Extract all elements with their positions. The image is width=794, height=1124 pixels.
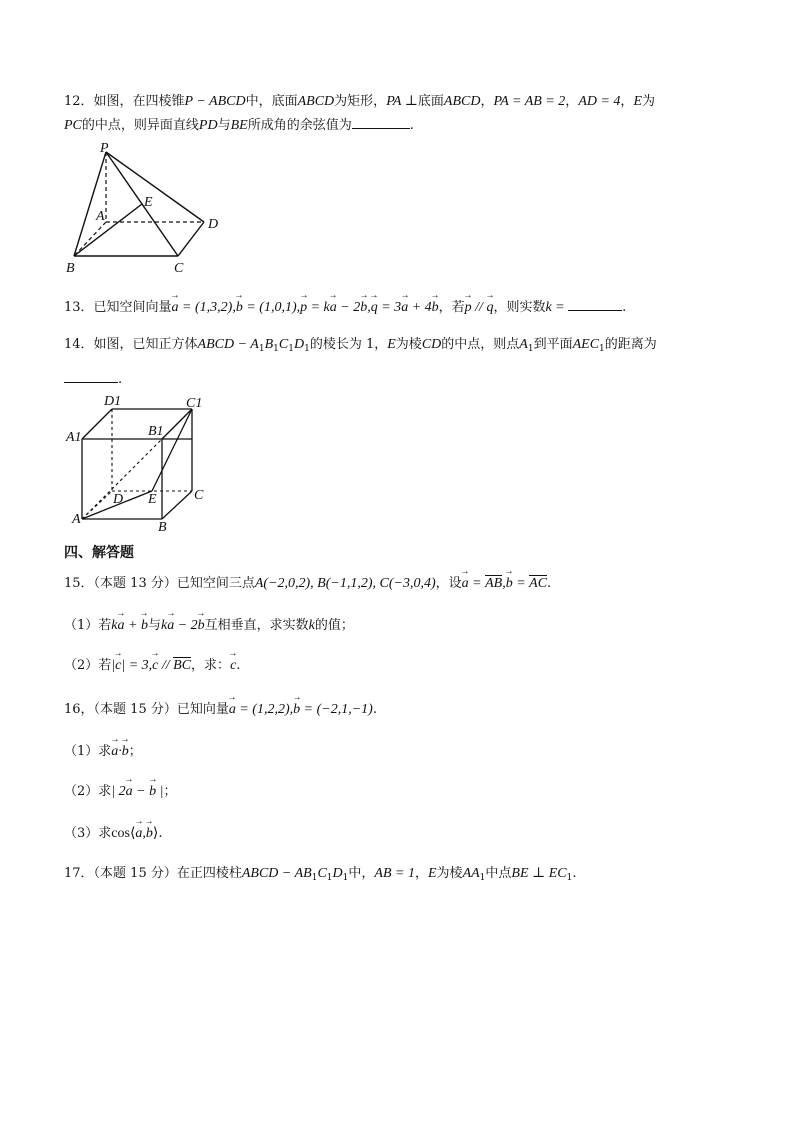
answer-blank[interactable] [64,370,118,383]
q15-text: （1）若 [64,618,112,633]
label-E: E [148,492,157,507]
q13-math: = k [307,300,330,315]
q13-math: , [367,300,371,315]
q13-math: = (1,3,2), [178,300,236,315]
q17-text: 中， [348,866,375,881]
vector-c: → c [152,656,158,676]
q16-math: , [142,826,146,841]
q14-text: 的中点，则点 [441,337,520,352]
q12-line-1 [64,92,655,112]
q12-math: ABCD [443,94,481,109]
q12-text: 12．如图，在四棱锥 [64,94,185,109]
q17-math: C [317,866,327,881]
vector-b: → b [506,574,513,594]
vector-c: → c [115,656,121,676]
q15-text: 与 [147,618,161,633]
q15-text: （2）若 [64,658,112,673]
q15-math: k [111,618,118,633]
vector-b: → b [293,700,300,720]
q17-math: D [332,866,343,881]
q16-math: | 2 [111,784,126,799]
q15-text: 互相垂直，求实数 [204,618,309,633]
q14-math: A [519,337,528,352]
q12-math: ABCD [297,94,335,109]
vector-b: → b [198,616,205,636]
q16-math: = (−2,1,−1) [300,702,373,717]
vector-a: → a [126,782,133,802]
vector-BC: BC [173,658,192,673]
vector-p: → p [300,298,307,318]
q15-part-1 [64,616,354,636]
q16-text: . [372,702,377,717]
q13-math: = 3 [377,300,402,315]
q15-text: 15．（本题 13 分）已知空间三点 [64,576,255,591]
vector-q: → q [371,298,378,318]
answer-blank[interactable] [352,116,410,129]
q16-math: = (1,2,2), [235,702,294,717]
q14-math: D [293,337,305,352]
label-D: D [113,492,124,507]
q12-text: ， [565,94,579,109]
label-B: B [66,261,75,276]
q12-text: 与 [217,118,231,133]
vector-b: → b [432,298,439,318]
vector-a: → a [401,298,408,318]
edge-PB [74,152,106,256]
q16-text: ； [128,744,142,759]
vector-p: → p [465,298,472,318]
q17-text: 17．（本题 15 分）在正四棱柱 [64,866,242,881]
vector-c: → c [230,656,236,676]
label-E: E [144,195,153,210]
q14-math: AEC [572,337,600,352]
q16-math: | [156,784,164,799]
q16-math: − [132,784,150,799]
q17-math: E [427,866,437,881]
q17-math: AB = 1 [374,866,415,881]
vector-b: → b [236,298,243,318]
q12-text: 为矩形， [334,94,387,109]
q14-math: E [387,337,396,352]
q15-math: = [468,576,486,591]
vector-a: → a [330,298,337,318]
q16-part-1 [64,742,142,762]
edge-CD [178,222,204,256]
q12-math: BE [230,118,248,133]
q12-text: ， [620,94,634,109]
q12-text: . [409,118,414,133]
q12-text: 所成角的余弦值为 [247,118,352,133]
vector-a: → a [172,298,179,318]
q16-math: cos⟨ [111,826,136,841]
vector-AC: AC [529,576,548,591]
q15-math: // [158,658,174,673]
q17-math: BE ⊥ EC [511,866,567,881]
q13-text: 13．已知空间向量 [64,300,172,315]
q16-text: 16，（本题 15 分）已知向量 [64,702,229,717]
q16-part-3 [64,824,163,844]
edge-BC [162,491,192,519]
vector-b: → b [360,298,367,318]
q13-math: // [471,300,487,315]
section-heading: 四、解答题 [64,545,134,561]
vector-a: → a [167,616,174,636]
q17-text: 为棱 [436,866,463,881]
q12-math: PC [64,118,82,133]
q15-line [64,574,551,594]
q12-text: 为 [642,94,656,109]
q14-text: . [118,372,123,387]
q15-math: + [124,618,141,633]
q14-line-2 [64,370,122,390]
q15-math: | [111,658,116,673]
q15-text: ，求： [191,658,231,673]
q12-math: P − ABCD [184,94,246,109]
q14-text: 为棱 [395,337,422,352]
q13-math: = [551,300,569,315]
q16-text: ； [163,784,177,799]
q16-text: （1）求 [64,744,112,759]
label-P: P [100,141,109,156]
q12-text: 的中点，则异面直线 [81,118,199,133]
q12-text: 中，底面 [245,94,298,109]
vector-q: → q [486,298,493,318]
q15-text: . [547,576,552,591]
q13-math: − 2 [336,300,361,315]
label-A: A [72,512,81,527]
q12-math: AD = 4 [578,94,621,109]
label-B: B [158,520,167,535]
label-C1: C1 [186,396,203,411]
q16-text: （2）求 [64,784,112,799]
q13-text: ，若 [438,300,465,315]
q15-math: = [512,576,530,591]
label-D: D [208,217,219,232]
pyramid-figure [60,140,240,278]
q14-math: B [264,337,274,352]
vector-a: → a [111,742,118,762]
q12-text: 底面 [417,94,444,109]
q12-math: PA ⊥ [386,94,418,109]
q14-math: ABCD − A [197,337,259,352]
q16-line [64,700,377,720]
q14-text: 到平面 [533,337,573,352]
q17-text: . [572,866,577,881]
vector-b: → b [146,824,153,844]
q15-math: | = 3, [121,658,153,673]
vector-a: → a [462,574,469,594]
q14-text: 的棱长为 1， [309,337,388,352]
q13-text: . [622,300,627,315]
q15-math: k [160,618,168,633]
q16-text: （3）求 [64,826,112,841]
label-A: A [96,209,105,224]
q14-text: 的距离为 [604,337,657,352]
cube-figure [60,395,220,535]
q13-math: = (1,0,1), [242,300,301,315]
q12-text: ， [480,94,494,109]
vector-b: → b [141,616,148,636]
q13-math: k [545,300,552,315]
label-B1: B1 [148,424,164,439]
segment-BE [74,204,142,256]
q15-text: . [236,658,241,673]
segment-EC1 [152,409,192,491]
q17-math: ABCD − AB [241,866,312,881]
q17-math: AA [462,866,480,881]
q12-line-2 [64,116,414,136]
q12-math: PA = AB = 2 [493,94,566,109]
edge-PC [106,152,178,256]
q15-text: ，设 [435,576,462,591]
q15-math: , [502,576,506,591]
q15-math: − 2 [174,618,198,633]
vector-b: → b [122,742,129,762]
q14-math: C [278,337,289,352]
segment-AC1 [82,409,192,519]
edge-PD [106,152,204,222]
label-A1: A1 [66,430,82,445]
label-C: C [174,261,184,276]
vector-a: → a [135,824,142,844]
q12-math: E [633,94,642,109]
label-D1: D1 [104,395,122,409]
q16-part-2 [64,782,176,802]
vector-AB: AB [485,576,503,591]
q17-line: 17．（本题 15 分）在正四棱柱ABCD − $AB_1C_1D_1$中，AB = 1，E为棱$AA_1$中点BE ⊥ $EC_1$. [64,866,577,883]
q16-math: ⟩ [152,826,159,841]
q13-math: + 4 [408,300,432,315]
q13-line [64,298,626,318]
q16-text: . [158,826,163,841]
q14-text: 14．如图，已知正方体 [64,337,198,352]
q13-text: ，则实数 [493,300,546,315]
vector-a: → a [229,700,236,720]
answer-blank[interactable] [568,298,622,311]
q16-math: · [118,744,122,759]
q17-text: ， [414,866,428,881]
q15-math: k [308,618,315,633]
vector-b: → b [149,782,156,802]
vector-a: → a [118,616,125,636]
label-C: C [194,488,204,503]
q14-math: CD [421,337,442,352]
edge-A1D1 [82,409,112,439]
q15-math: A(−2,0,2), B(−1,1,2), C(−3,0,4) [254,576,436,591]
q15-text: 的值； [314,618,354,633]
q17-text: 中点 [485,866,512,881]
q14-line-1: 14．如图，已知正方体ABCD − $A_1B_1C_1D_1$的棱长为 1，E为棱CD的中点，则点$A_1$到平面$AEC_1$的距离为 [64,337,657,354]
q15-part-2 [64,656,240,676]
q12-math: PD [198,118,218,133]
